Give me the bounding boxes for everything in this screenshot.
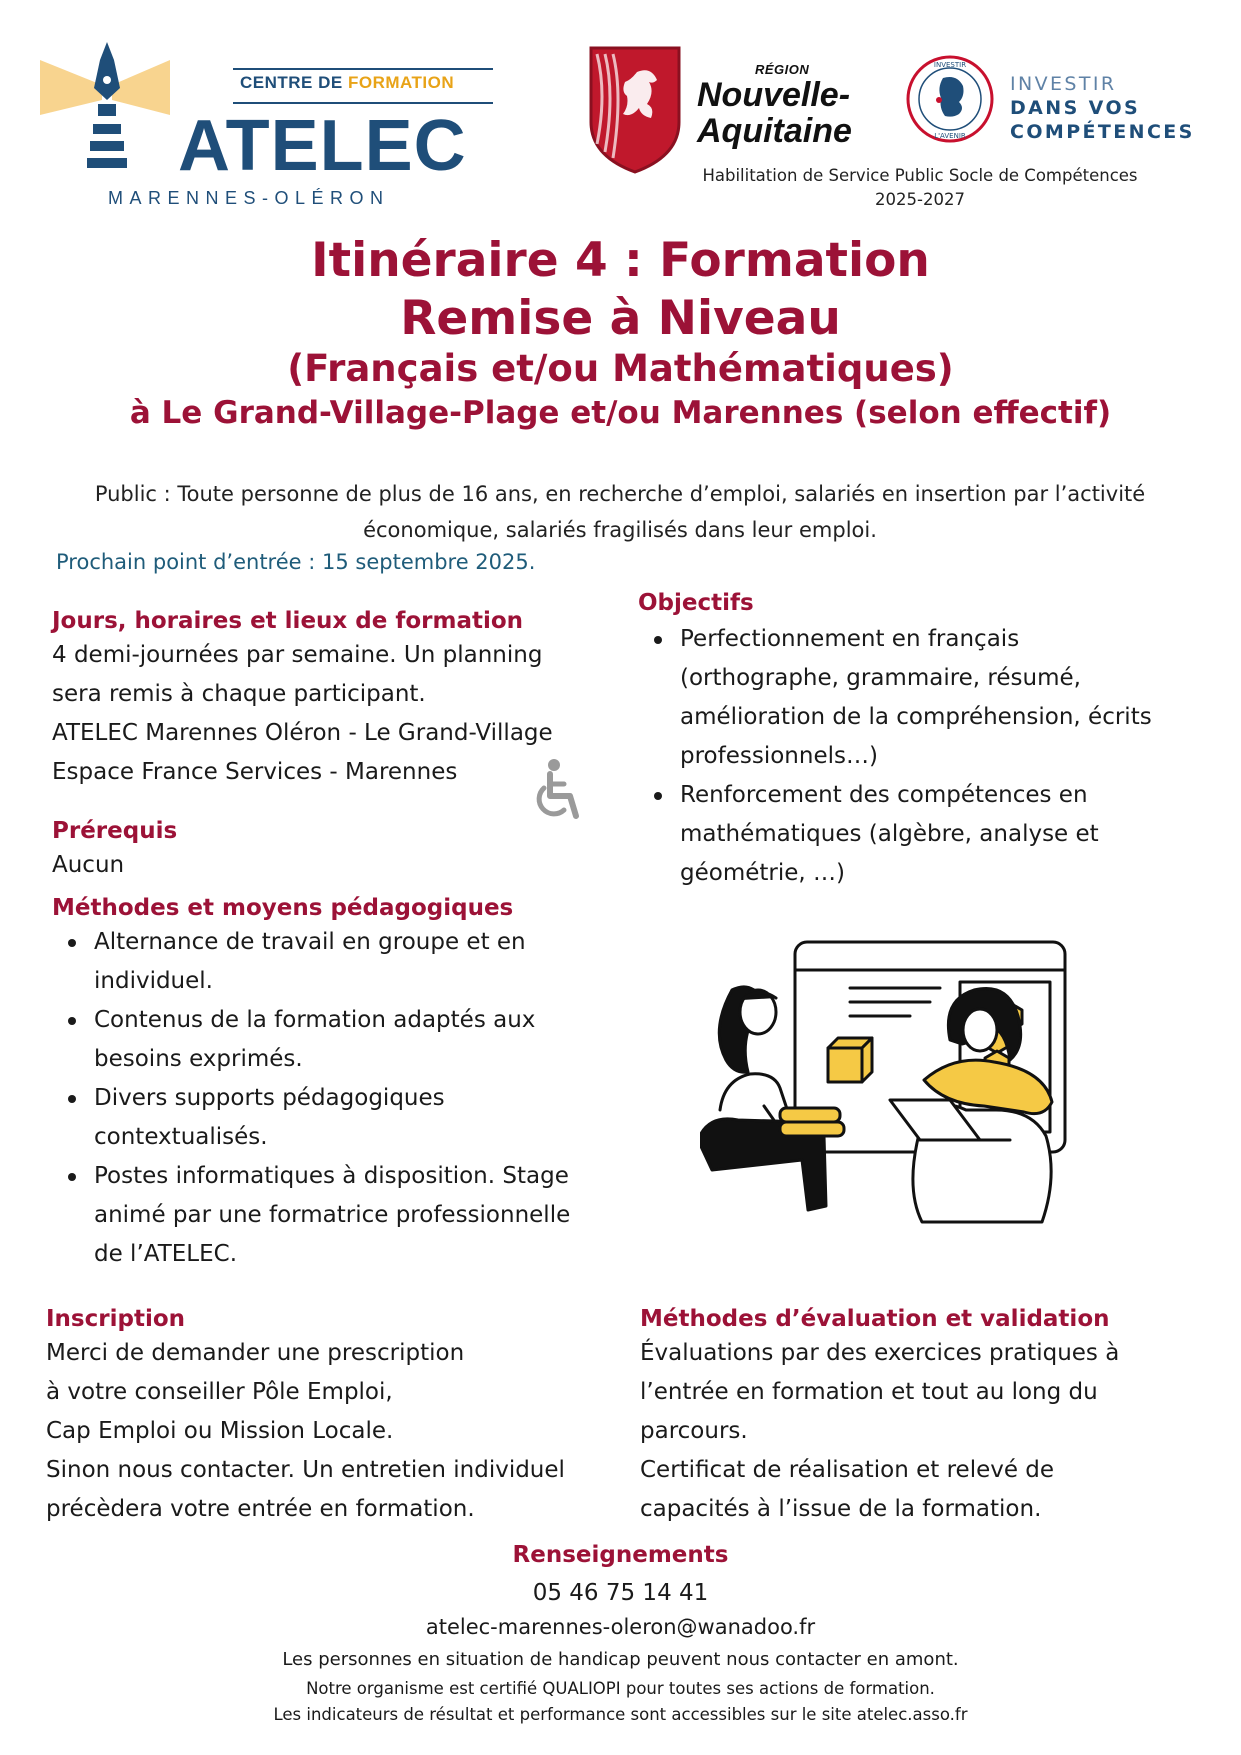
prerequis-text: Aucun (52, 852, 125, 878)
region-nouvelle-aquitaine: RÉGION Nouvelle- Aquitaine (697, 62, 852, 150)
methodes-heading: Méthodes et moyens pédagogiques (52, 895, 514, 921)
centre-de-formation-label: CENTRE DE FORMATION (240, 73, 455, 92)
brand-location: MARENNES-OLÉRON (108, 188, 390, 208)
seal-bottom-text: L'AVENIR (934, 132, 966, 140)
region-shield-logo (585, 44, 685, 176)
marianne-seal-logo (905, 54, 995, 144)
evaluation-text: Évaluations par des exercices pratiques à l’entrée en formation et tout au long du parcours. Certificat de réalisation et relevé de capacités à l’issue de la formation. (640, 1340, 1120, 1522)
jours-text: 4 demi-journées par semaine. Un planning sera remis à chaque participant. ATELEC Marennes Oléron - Le Grand-Village Espace France Services - Marennes (52, 642, 553, 785)
evaluation-section (640, 1306, 1220, 1529)
indicators-note: Les indicateurs de résultat et performance sont accessibles sur le site atelec.asso.fr (273, 1705, 968, 1724)
list-item: Divers supports pédagogiques contextualisés. (52, 1079, 622, 1157)
divider (233, 102, 493, 104)
prerequis-heading: Prérequis (52, 818, 178, 844)
jours-heading: Jours, horaires et lieux de formation (52, 608, 524, 634)
handicap-note: Les personnes en situation de handicap peuvent nous contacter en amont. (282, 1649, 959, 1670)
wheelchair-icon (530, 758, 586, 822)
title-line-3: (Français et/ou Mathématiques) (287, 347, 954, 390)
list-item: Postes informatiques à disposition. Stage animé par une formatrice professionnelle de l’ATELEC. (52, 1157, 622, 1274)
left-column (52, 608, 622, 1274)
public-description: Public : Toute personne de plus de 16 ans, en recherche d’emploi, salariés en insertion par l’activité économique, salariés fragilisés dans leur emploi. (94, 482, 1146, 542)
title-line-4: à Le Grand-Village-Plage et/ou Marennes (selon effectif) (129, 395, 1112, 431)
contact-email[interactable]: atelec-marennes-oleron@wanadoo.fr (425, 1615, 816, 1639)
qualiopi-note: Notre organisme est certifié QUALIOPI pour toutes ses actions de formation. (306, 1679, 935, 1698)
contact-heading: Renseignements (512, 1542, 729, 1568)
contact-section (0, 1540, 1241, 1728)
habilitation-note: Habilitation de Service Public Socle de Compétences 2025-2027 (702, 166, 1138, 209)
list-item: Renforcement des compétences en mathématiques (algèbre, analyse et géométrie, …) (638, 776, 1208, 893)
right-column (638, 590, 1208, 893)
methodes-list (52, 923, 622, 1274)
atelec-logo (40, 40, 480, 210)
lighthouse-pen-logo (40, 40, 170, 200)
brand-name: ATELEC (178, 106, 467, 186)
title-line-1: Itinéraire 4 : Formation (311, 233, 930, 288)
evaluation-heading: Méthodes d’évaluation et validation (640, 1306, 1110, 1332)
seal-top-text: INVESTIR (933, 61, 967, 69)
inscription-heading: Inscription (46, 1306, 185, 1332)
inscription-section (46, 1306, 626, 1529)
contact-phone[interactable]: 05 46 75 14 41 (532, 1580, 709, 1606)
title-line-2: Remise à Niveau (400, 291, 841, 346)
next-entry-date: Prochain point d’entrée : 15 septembre 2025. (56, 550, 536, 574)
objectifs-heading: Objectifs (638, 590, 754, 616)
divider (233, 68, 493, 70)
list-item: Perfectionnement en français (orthographe, grammaire, résumé, amélioration de la compréhension, écrits professionnels…) (638, 620, 1208, 776)
objectifs-list (638, 620, 1208, 893)
inscription-text: Merci de demander une prescription à votre conseiller Pôle Emploi, Cap Emploi ou Mission Locale. Sinon nous contacter. Un entretien individuel précèdera votre entrée en formation. (46, 1340, 565, 1522)
list-item: Contenus de la formation adaptés aux besoins exprimés. (52, 1001, 622, 1079)
investir-competences-logo: INVESTIR DANS VOS COMPÉTENCES (1010, 73, 1195, 143)
page-title (0, 232, 1241, 434)
list-item: Alternance de travail en groupe et en individuel. (52, 923, 622, 1001)
teaching-illustration (700, 930, 1130, 1240)
